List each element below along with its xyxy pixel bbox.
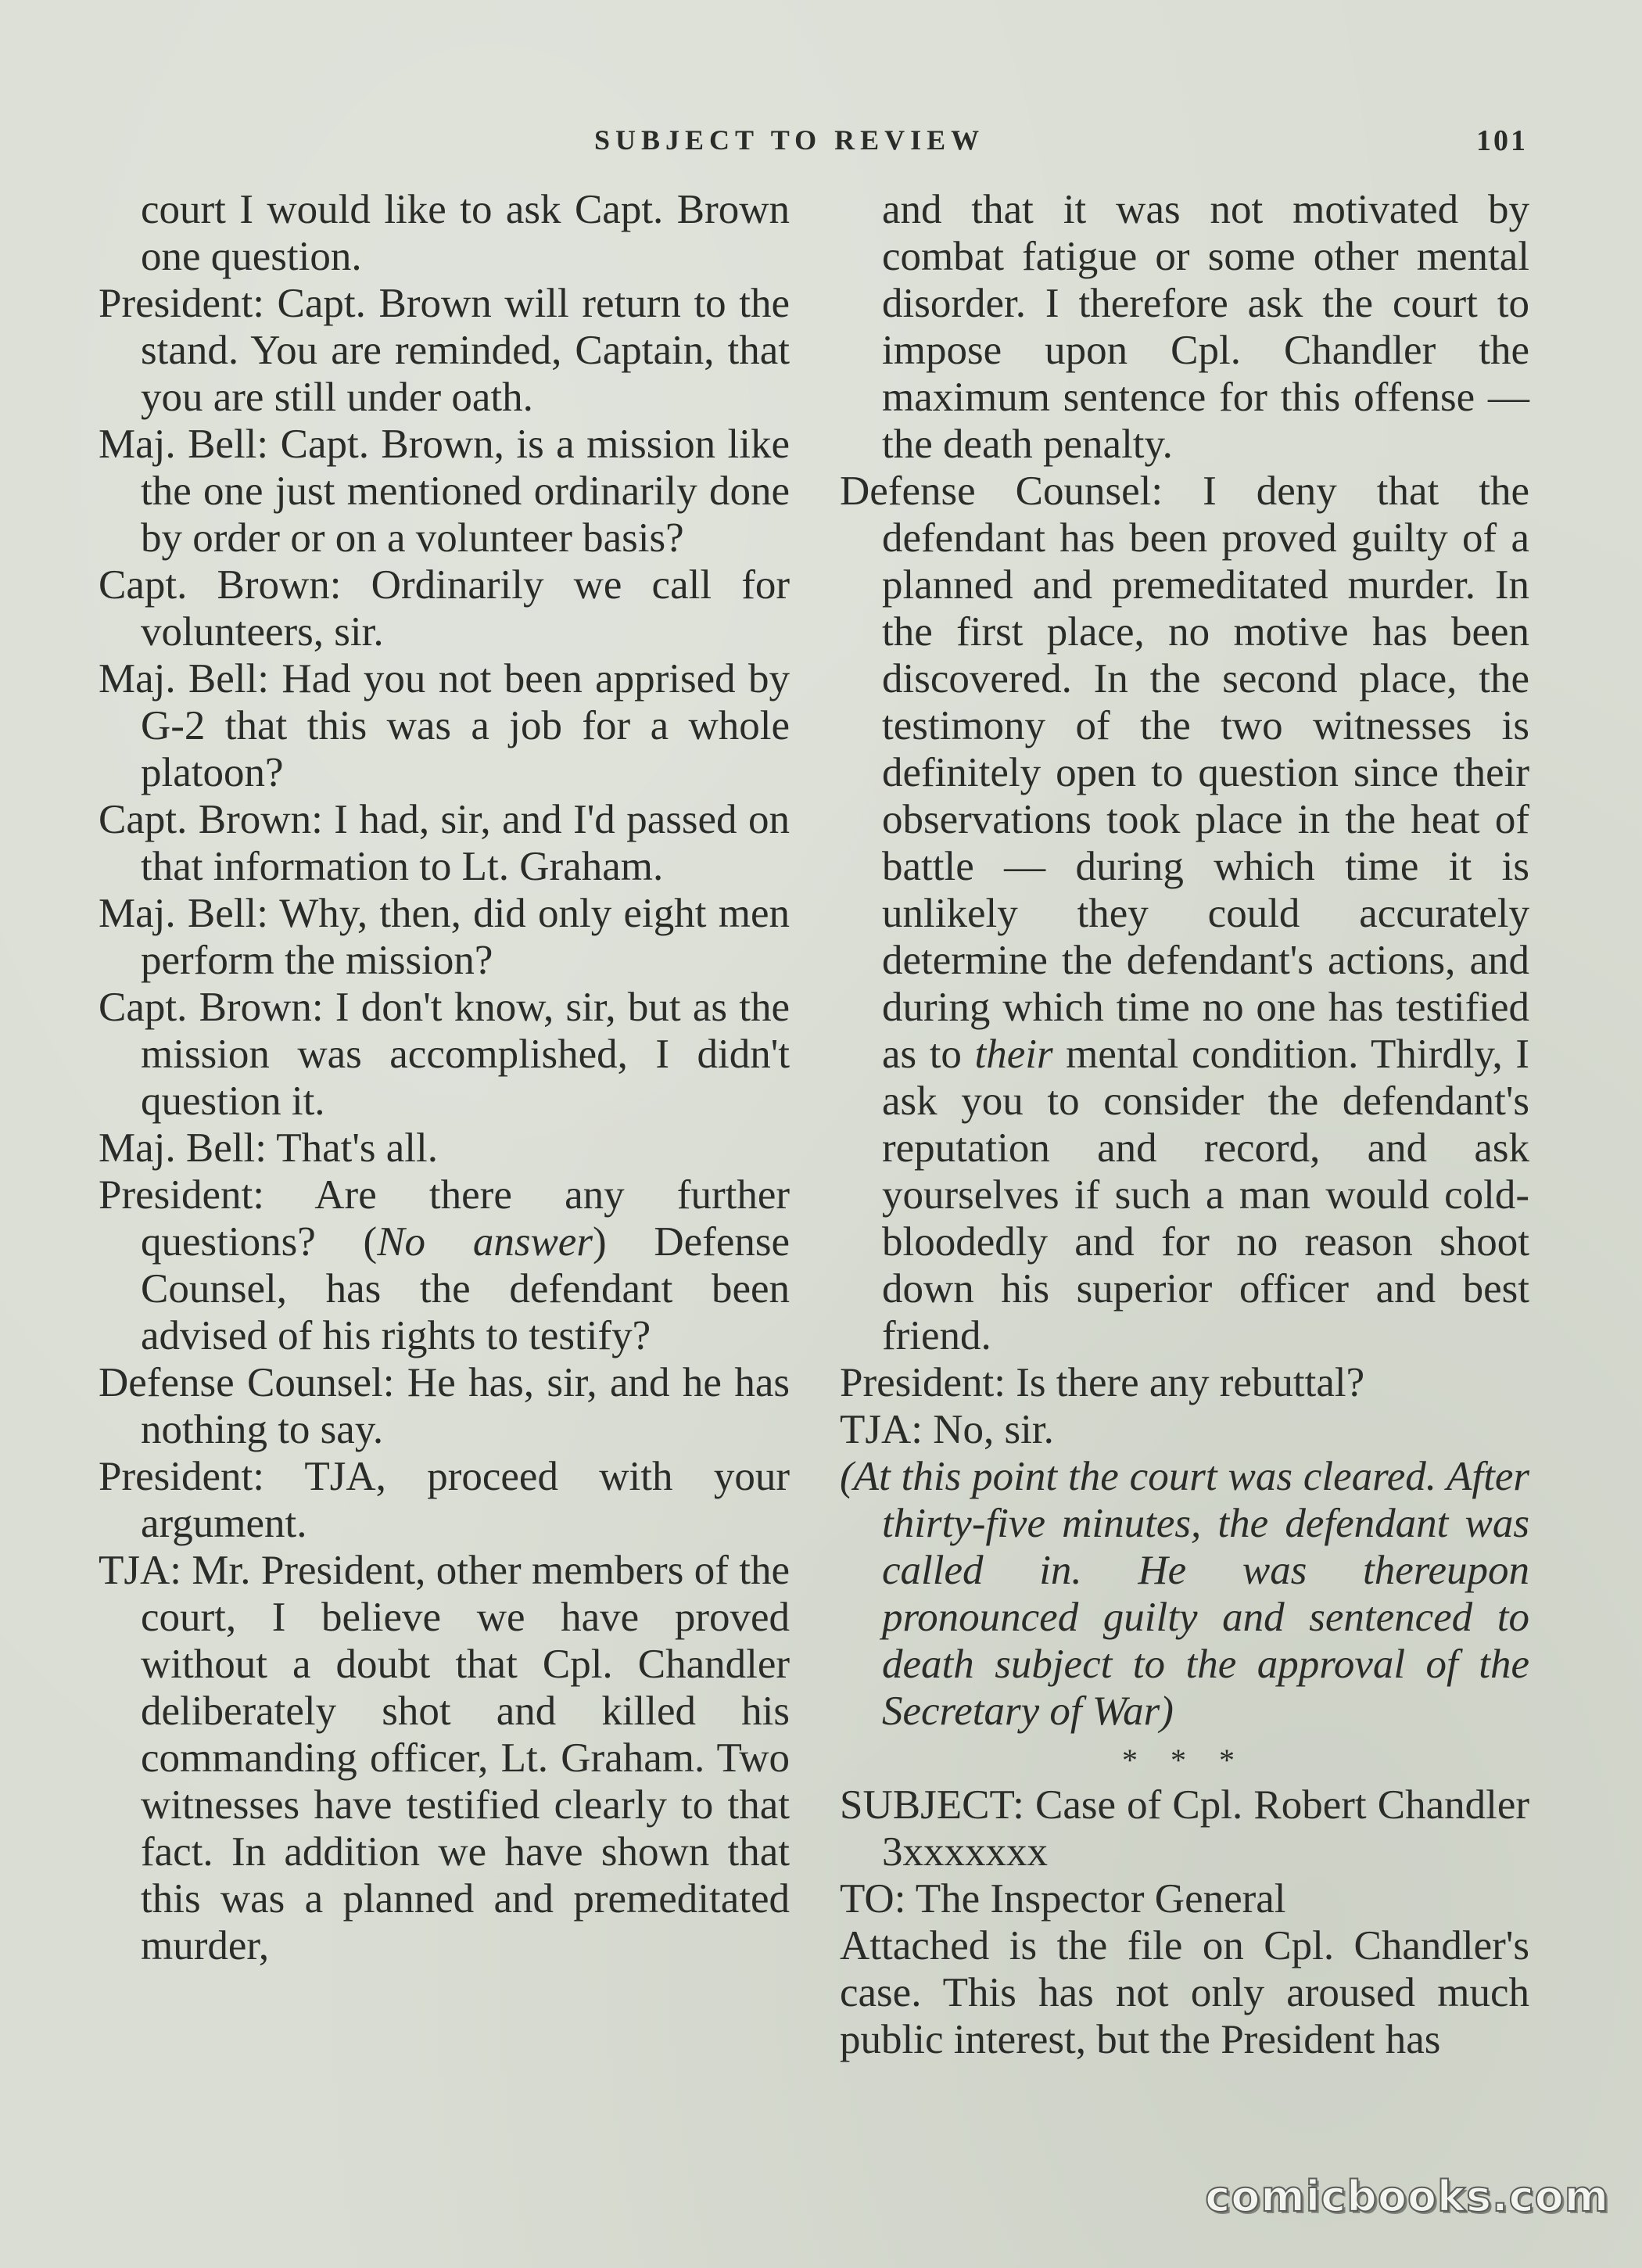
dialogue-line <box>99 1547 790 1969</box>
speaker-label: Maj. Bell: <box>99 422 269 467</box>
dialogue-italic-text: No answer <box>377 1219 593 1265</box>
memo-label: TO: <box>840 1876 906 1922</box>
memo-text: Case of Cpl. Robert Chandler 3xxxxxxx <box>882 1782 1529 1875</box>
dialogue-text: Capt. Brown, is a mission like the one just mentioned ordinarily done by order or on a volunteer basis? <box>141 422 790 561</box>
memo-label: SUBJECT: <box>840 1782 1024 1828</box>
speaker-label: Maj. Bell: <box>99 656 269 702</box>
dialogue-line <box>99 280 790 421</box>
speaker-label: TJA: <box>840 1407 923 1452</box>
speaker-label: Capt. Brown: <box>99 797 323 842</box>
dialogue-text: That's all. <box>266 1125 439 1171</box>
dialogue-text: Are there any further questions? ( <box>141 1172 790 1265</box>
dialogue-line <box>99 421 790 562</box>
continued-paragraph <box>99 186 790 280</box>
dialogue-text: I deny that the defendant has been proved guilty of a planned and premeditated murder. In the first place, no motive has been discovered. In the second place, the testimony of the two witnesses is definitely open to question since their observations took place in the heat of battle — during which time it is unlikely they could accurately determine the defendant's actions, and during which time no one has testified as to <box>882 468 1529 1077</box>
dialogue-line <box>99 1125 790 1172</box>
memo-body: Attached is the file on Cpl. Chandler's case. This has not only aroused much public interest, but the President has <box>840 1923 1529 2062</box>
dialogue-line <box>840 1359 1529 1406</box>
dialogue-text: Ordinarily we call for volunteers, sir. <box>141 562 790 655</box>
dialogue-line <box>99 1453 790 1547</box>
speaker-label: President: <box>99 1454 264 1499</box>
dialogue-text: He has, sir, and he has nothing to say. <box>141 1360 791 1452</box>
speaker-label: President: <box>99 1172 264 1218</box>
left-column <box>99 186 790 1969</box>
dialogue-text: Had you not been apprised by G-2 that this was a job for a whole platoon? <box>141 656 790 795</box>
speaker-label: Capt. Brown: <box>99 562 342 608</box>
dialogue-text: Is there any rebuttal? <box>1005 1360 1365 1405</box>
dialogue-text: Mr. President, other members of the court, I believe we have proved without a doubt that Cpl. Chandler deliberately shot and killed his commanding officer, Lt. Graham. Two witnesses have testified clearly to that fact. In addition we have shown that this was a planned and premeditated murder, <box>141 1548 790 1968</box>
stage-direction: (At this point the court was cleared. After thirty-five minutes, the defendant was called in. He was thereupon pronounced guilty and sentenced to death subject to the approval of the Secretary of War) <box>840 1454 1529 1734</box>
dialogue-line <box>99 984 790 1125</box>
speaker-label: Maj. Bell: <box>99 1125 267 1171</box>
dialogue-text: TJA, proceed with your argument. <box>141 1454 790 1546</box>
dialogue-line <box>99 890 790 984</box>
memo-text: The Inspector General <box>905 1876 1286 1922</box>
dialogue-text: Why, then, did only eight men perform the mission? <box>141 891 790 983</box>
dialogue-line <box>99 796 790 890</box>
dialogue-text: mental condition. Thirdly, I ask you to consider the defendant's reputation and record, and ask yourselves if such a man would cold-bloodedly and for no reason shoot down his superior officer and best friend. <box>882 1032 1529 1358</box>
memo-to <box>840 1875 1529 1922</box>
continued-paragraph <box>840 186 1529 468</box>
dialogue-line <box>99 655 790 796</box>
dialogue-line <box>840 1406 1529 1453</box>
watermark: comicbooks.com <box>1205 2172 1609 2221</box>
speaker-label: Capt. Brown: <box>99 985 324 1030</box>
dialogue-line <box>99 1359 790 1453</box>
dialogue-text: No, sir. <box>923 1407 1054 1452</box>
speaker-label: Defense Counsel: <box>840 468 1163 514</box>
speaker-label: Defense Counsel: <box>99 1360 395 1405</box>
dialogue-line <box>840 468 1529 1359</box>
speaker-label: President: <box>840 1360 1006 1405</box>
section-separator: * * * <box>1122 1742 1247 1778</box>
dialogue-text: I don't know, sir, but as the mission was accomplished, I didn't question it. <box>141 985 790 1124</box>
speaker-label: President: <box>99 281 264 326</box>
paragraph-text: court I would like to ask Capt. Brown one question. <box>141 187 790 279</box>
dialogue-text: ) Defense Counsel, has the defendant been advised of his rights to testify? <box>141 1219 791 1358</box>
dialogue-line <box>99 1172 790 1359</box>
memo-subject <box>840 1782 1529 1875</box>
running-head <box>0 124 1642 163</box>
speaker-label: Maj. Bell: <box>99 891 268 936</box>
dialogue-text: I had, sir, and I'd passed on that information to Lt. Graham. <box>141 797 790 889</box>
dialogue-line <box>99 562 790 655</box>
page-number: 101 <box>1476 124 1528 157</box>
paragraph-text: and that it was not motivated by combat fatigue or some other mental disorder. I therefore ask the court to impose upon Cpl. Chandler the maximum sentence for this offense — the death penalty. <box>882 187 1529 467</box>
running-title: SUBJECT TO REVIEW <box>594 124 985 156</box>
speaker-label: TJA: <box>99 1548 181 1593</box>
dialogue-italic-text: their <box>974 1032 1053 1077</box>
dialogue-text: Capt. Brown will return to the stand. You are reminded, Captain, that you are still under oath. <box>141 281 790 420</box>
right-column <box>840 186 1529 2063</box>
